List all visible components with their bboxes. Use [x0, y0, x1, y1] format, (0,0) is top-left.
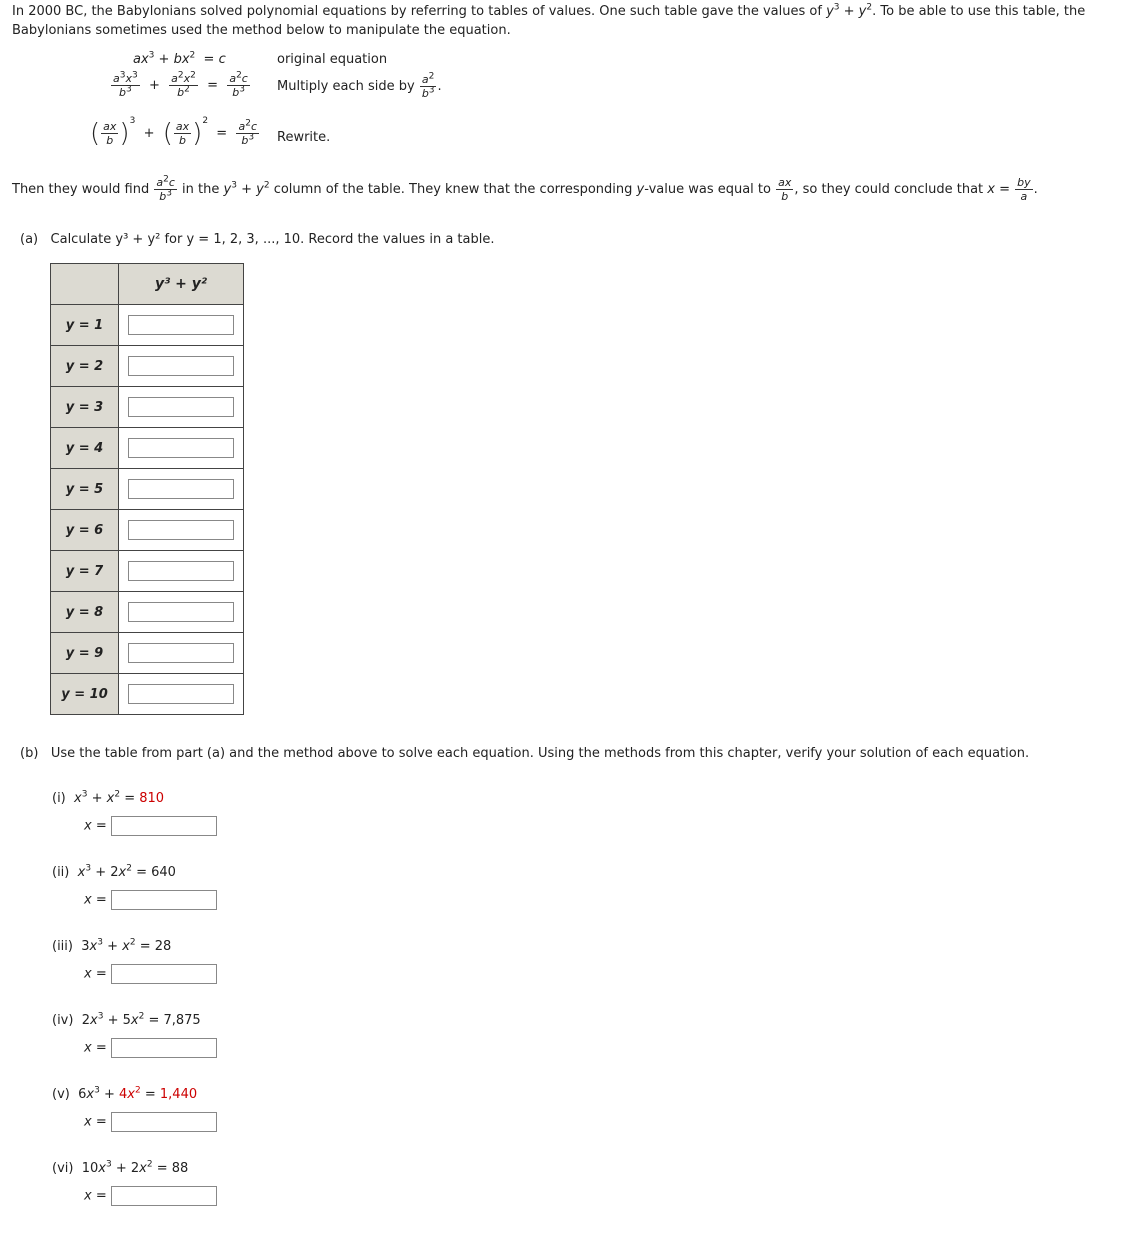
- answer-input-y9[interactable]: [128, 643, 234, 663]
- answer-input-y3[interactable]: [128, 397, 234, 417]
- part-b-prompt: (b) Use the table from part (a) and the method above to solve each equation. Using the methods from this chapter, verify your solution of each equation.: [20, 746, 1030, 761]
- equation-vi: (vi) $10x^3 + 2x^2 = 88$: [52, 1159, 189, 1176]
- table-row: [51, 305, 244, 346]
- equation-i: (i) $x^3 + x^2 = 810$: [52, 789, 165, 806]
- note-rewrite: Rewrite.: [277, 130, 331, 145]
- answer-input-y6[interactable]: [128, 520, 234, 540]
- row-label: y = 7: [51, 551, 119, 592]
- row-label: y = 1: [51, 305, 119, 346]
- values-table: [50, 263, 244, 715]
- then-paragraph: Then they would find $\frac{a^2c}{b^3}$ in the $y^3 + y^2$ column of the table. They knew that the corresponding y-value was equal to $\frac{ax}{b}$ , so they could conclude that x = $\frac{by}{a}$ .: [12, 174, 1038, 203]
- answer-input-y1[interactable]: [128, 315, 234, 335]
- row-label: y = 8: [51, 592, 119, 633]
- answer-input-y10[interactable]: [128, 684, 234, 704]
- row-label: y = 10: [51, 674, 119, 715]
- answer-input-iii[interactable]: [111, 964, 217, 984]
- equation-rewritten: ( $\frac{ax}{b}$ )$^3$ + ( $\frac{ax}{b}$ )$^2$ = $\frac{a^2c}{b^3}$: [90, 116, 258, 149]
- answer-input-vi[interactable]: [111, 1186, 217, 1206]
- answer-input-y4[interactable]: [128, 438, 234, 458]
- answer-input-ii[interactable]: [111, 890, 217, 910]
- table-row: [51, 551, 244, 592]
- table-row: [51, 387, 244, 428]
- equation-iv: (iv) $2x^3 + 5x^2 = 7,875$: [52, 1011, 201, 1028]
- equation-multiplied: $\frac{a^3x^3}{b^3}$ + $\frac{a^2x^2}{b^2}$ = $\frac{a^2c}{b^3}$: [113, 70, 248, 99]
- table-row: [51, 510, 244, 551]
- table-row: [51, 469, 244, 510]
- answer-input-i[interactable]: [111, 816, 217, 836]
- table-row: [51, 674, 244, 715]
- answer-input-v[interactable]: [111, 1112, 217, 1132]
- table-row: [51, 428, 244, 469]
- table-corner: [51, 264, 119, 305]
- equation-iii: (iii) $3x^3 + x^2 = 28$: [52, 937, 172, 954]
- row-label: y = 2: [51, 346, 119, 387]
- column-header: y³ + y²: [119, 264, 244, 305]
- row-label: y = 9: [51, 633, 119, 674]
- answer-row-iv: x =: [84, 1038, 217, 1058]
- answer-input-y5[interactable]: [128, 479, 234, 499]
- part-a-prompt: (a) Calculate y³ + y² for y = 1, 2, 3, ..., 10. Record the values in a table.: [20, 232, 495, 247]
- answer-input-y7[interactable]: [128, 561, 234, 581]
- intro-paragraph: In 2000 BC, the Babylonians solved polynomial equations by referring to tables of values. One such table gave the values of $y^3 + y^2$. To be able to use this table, the Babylonians sometimes used the method below to manipulate the equation.: [12, 2, 1086, 38]
- note-multiply: Multiply each side by $\frac{a^2}{b^3}$ .: [277, 71, 442, 100]
- table-row: [51, 592, 244, 633]
- answer-row-iii: x =: [84, 964, 217, 984]
- table-row: [51, 346, 244, 387]
- row-label: y = 6: [51, 510, 119, 551]
- note-original: original equation: [277, 52, 388, 67]
- equation-original: $ax^3 + bx^2 = c$: [133, 50, 226, 67]
- answer-input-y2[interactable]: [128, 356, 234, 376]
- answer-input-y8[interactable]: [128, 602, 234, 622]
- answer-input-iv[interactable]: [111, 1038, 217, 1058]
- row-label: y = 5: [51, 469, 119, 510]
- row-label: y = 3: [51, 387, 119, 428]
- table-row: [51, 633, 244, 674]
- answer-row-v: x =: [84, 1112, 217, 1132]
- answer-row-ii: x =: [84, 890, 217, 910]
- row-label: y = 4: [51, 428, 119, 469]
- equation-ii: (ii) $x^3 + 2x^2 = 640$: [52, 863, 176, 880]
- answer-row-i: x =: [84, 816, 217, 836]
- answer-row-vi: x =: [84, 1186, 217, 1206]
- equation-v: (v) $6x^3 + 4x^2 = 1,440$: [52, 1085, 198, 1102]
